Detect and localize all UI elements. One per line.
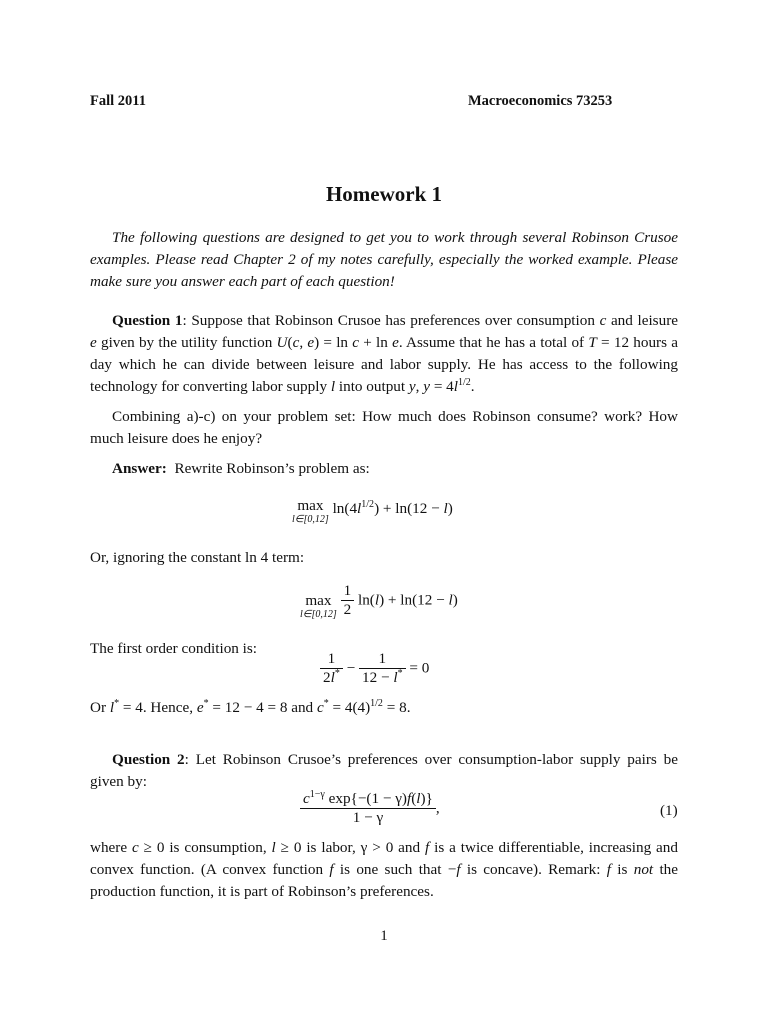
answer-ignoring: Or, ignoring the constant ln 4 term: bbox=[90, 549, 305, 566]
page-title: Homework 1 bbox=[325, 182, 443, 206]
equation-max-problem: max l∈[0,12] $\ln(4l^{1/2}) + \ln(12 - l)$ bbox=[292, 497, 453, 525]
answer-label: Answer: bbox=[112, 460, 167, 477]
question1-label: Question 1 bbox=[112, 312, 183, 329]
question1-prompt: Combining a)-c) on your problem set: How much does Robinson consume? work? How much leisure does he enjoy? bbox=[90, 408, 678, 447]
answer-intro: Answer: Rewrite Robinson’s problem as: bbox=[112, 460, 370, 477]
equation-foc: $\frac{1}{2l^*}$ − $\frac{1}{12 - l^*}$ = 0 bbox=[320, 650, 429, 687]
equation-simplified-max: max l∈[0,12] $\frac{1}{2}$ ln(l) + ln(12 − l) bbox=[300, 582, 458, 620]
term-header: Fall 2011 bbox=[90, 93, 146, 109]
equation-number: (1) bbox=[660, 802, 678, 819]
answer-foc-label: The first order condition is: bbox=[90, 640, 258, 657]
intro-paragraph: The following questions are designed to get you to work through several Robinson Crusoe examples. Please read Chapter 2 of my notes carefully, especially the worked example. Please make sure you answer each part of each question! bbox=[90, 229, 678, 290]
question2-label: Question 2 bbox=[112, 751, 185, 768]
answer-result: Or l* = 4. Hence, e* = 12 − 4 = 8 and $c^* = 4(4)^{1/2} = 8$. bbox=[90, 697, 411, 716]
question2-paragraph: Question 2: Let Robinson Crusoe’s preferences over consumption-labor supply pairs be given by: bbox=[90, 751, 678, 790]
page-number: 1 bbox=[380, 928, 388, 944]
question1-paragraph: Question 1: Suppose that Robinson Crusoe has preferences over consumption c and leisure e given by the utility function U(c, e) = ln c + ln e. Assume that he has a total of T = 12 hours a day which he can divide between leisure and labor supply. He has access to the following technology for converting labor supply l into output y, $y = 4l^{1/2}$. bbox=[90, 312, 679, 395]
question2-definitions: where c ≥ 0 is consumption, l ≥ 0 is labor, γ > 0 and f is a twice differentiable, increasing and convex function. (A convex function f is one such that −f is concave). Remark: f is not the production function, it is part of Robinson’s preferences. bbox=[90, 839, 679, 900]
course-header: Macroeconomics 73253 bbox=[468, 93, 613, 109]
equation-preferences: $\frac{c^{1-\gamma} \exp\{-(1 - \gamma)f(l)\}}{1 - \gamma}$ , bbox=[300, 790, 440, 827]
